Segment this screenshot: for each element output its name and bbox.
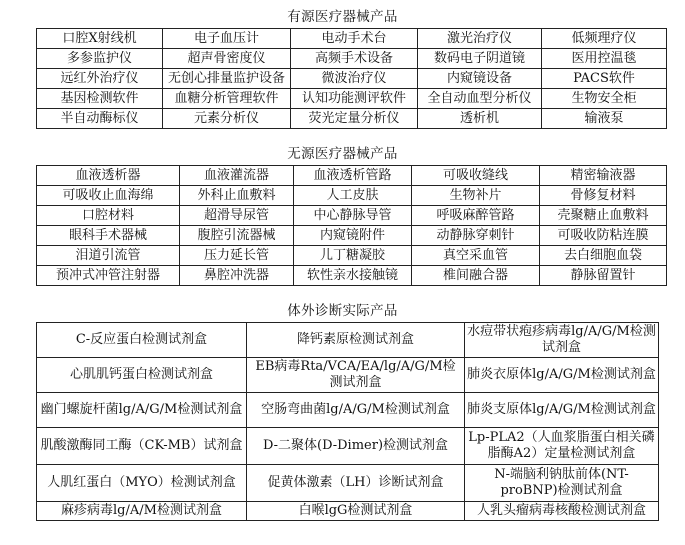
table-cell: 血液透析器	[37, 166, 180, 186]
table-row	[37, 266, 667, 286]
table-cell: 肺炎支原体lg/A/G/M检测试剂盒	[465, 393, 659, 428]
table-cell: PACS软件	[542, 69, 667, 89]
table-row	[37, 186, 667, 206]
table-cell: 血液灌流器	[180, 166, 294, 186]
table-cell: 预冲式冲管注射器	[37, 266, 180, 286]
table-cell: 可吸收防粘连膜	[540, 226, 667, 246]
table-cell: 认知功能测评软件	[291, 89, 418, 109]
table-cell: 超声骨密度仪	[163, 49, 291, 69]
table-cell: 低频理疗仪	[542, 29, 667, 49]
table-cell: 医用控温毯	[542, 49, 667, 69]
table-cell: 呼吸麻醉管路	[412, 206, 540, 226]
table-cell: 血液透析管路	[294, 166, 412, 186]
table-row	[37, 206, 667, 226]
table-cell: 无创心排量监护设备	[163, 69, 291, 89]
section-title-ivd-products: 体外诊断实际产品	[287, 303, 398, 319]
ivd-products-table	[36, 322, 659, 521]
table-cell: 骨修复材料	[540, 186, 667, 206]
table-cell: 泪道引流管	[37, 246, 180, 266]
table-cell: 鼻腔冲洗器	[180, 266, 294, 286]
table-cell: 壳聚糖止血敷料	[540, 206, 667, 226]
table-cell: 微波治疗仪	[291, 69, 418, 89]
table-cell: 儿丁糖凝胶	[294, 246, 412, 266]
table-cell: 内窥镜设备	[418, 69, 542, 89]
table-cell: 肌酸激酶同工酶（CK-MB）试剂盒	[37, 428, 247, 465]
table-cell: 静脉留置针	[540, 266, 667, 286]
table-cell: 软性亲水接触镜	[294, 266, 412, 286]
table-cell: 肺炎衣原体lg/A/G/M检测试剂盒	[465, 358, 659, 393]
table-cell: 口腔X射线机	[37, 29, 163, 49]
table-row	[37, 323, 659, 358]
section-title-active-devices: 有源医疗器械产品	[287, 9, 398, 25]
table-cell: 高频手术设备	[291, 49, 418, 69]
table-cell: EB病毒Rta/VCA/EA/lg/A/G/M检测试剂盒	[247, 358, 465, 393]
active-devices-table	[36, 28, 667, 129]
table-cell: 元素分析仪	[163, 109, 291, 129]
table-cell: 基因检测软件	[37, 89, 163, 109]
table-row	[37, 49, 667, 69]
table-cell: 真空采血管	[412, 246, 540, 266]
table-row	[37, 226, 667, 246]
table-cell: 电动手术台	[291, 29, 418, 49]
table-cell: 麻疹病毒lg/A/M检测试剂盒	[37, 502, 247, 521]
table-cell: 椎间融合器	[412, 266, 540, 286]
table-cell: 输液泵	[542, 109, 667, 129]
passive-devices-table	[36, 165, 667, 286]
table-row	[37, 358, 659, 393]
table-row	[37, 428, 659, 465]
table-cell: 降钙素原检测试剂盒	[247, 323, 465, 358]
table-row	[37, 29, 667, 49]
table-cell: D-二聚体(D-Dimer)检测试剂盒	[247, 428, 465, 465]
table-cell: 多参监护仪	[37, 49, 163, 69]
table-cell: 人肌红蛋白（MYO）检测试剂盒	[37, 465, 247, 502]
table-cell: 透析机	[418, 109, 542, 129]
table-cell: 血糖分析管理软件	[163, 89, 291, 109]
table-row	[37, 246, 667, 266]
table-cell: 精密输液器	[540, 166, 667, 186]
table-cell: Lp-PLA2（人血浆脂蛋白相关磷脂酶A2）定量检测试剂盒	[465, 428, 659, 465]
table-cell: 内窥镜附件	[294, 226, 412, 246]
table-cell: 口腔材料	[37, 206, 180, 226]
table-cell: 全自动血型分析仪	[418, 89, 542, 109]
table-cell: 生物安全柜	[542, 89, 667, 109]
table-cell: 外科止血敷料	[180, 186, 294, 206]
table-row	[37, 465, 659, 502]
table-cell: 电子血压计	[163, 29, 291, 49]
table-row	[37, 393, 659, 428]
table-cell: 荧光定量分析仪	[291, 109, 418, 129]
table-cell: 人乳头瘤病毒核酸检测试剂盒	[465, 502, 659, 521]
table-cell: 激光治疗仪	[418, 29, 542, 49]
table-row	[37, 89, 667, 109]
table-row	[37, 69, 667, 89]
table-cell: 眼科手术器械	[37, 226, 180, 246]
table-cell: 中心静脉导管	[294, 206, 412, 226]
table-cell: 促黄体激素（LH）诊断试剂盒	[247, 465, 465, 502]
table-cell: 生物补片	[412, 186, 540, 206]
table-cell: 腹腔引流器械	[180, 226, 294, 246]
table-cell: 心肌肌钙蛋白检测试剂盒	[37, 358, 247, 393]
table-cell: 可吸收止血海绵	[37, 186, 180, 206]
table-row	[37, 502, 659, 521]
table-cell: 数码电子阴道镜	[418, 49, 542, 69]
table-cell: N-端脑利钠肽前体(NT-proBNP)检测试剂盒	[465, 465, 659, 502]
table-cell: 远红外治疗仪	[37, 69, 163, 89]
table-cell: 水痘带状疱疹病毒lg/A/G/M检测试剂盒	[465, 323, 659, 358]
table-cell: 可吸收缝线	[412, 166, 540, 186]
table-cell: 人工皮肤	[294, 186, 412, 206]
section-title-passive-devices: 无源医疗器械产品	[287, 146, 398, 162]
table-cell: 动静脉穿刺针	[412, 226, 540, 246]
table-cell: 超滑导尿管	[180, 206, 294, 226]
table-cell: 压力延长管	[180, 246, 294, 266]
table-row	[37, 166, 667, 186]
table-row	[37, 109, 667, 129]
table-cell: 半自动酶标仪	[37, 109, 163, 129]
table-cell: 白喉lgG检测试剂盒	[247, 502, 465, 521]
table-cell: 幽门螺旋杆菌lg/A/G/M检测试剂盒	[37, 393, 247, 428]
table-cell: C-反应蛋白检测试剂盒	[37, 323, 247, 358]
table-cell: 去白细胞血袋	[540, 246, 667, 266]
table-cell: 空肠弯曲菌lg/A/G/M检测试剂盒	[247, 393, 465, 428]
